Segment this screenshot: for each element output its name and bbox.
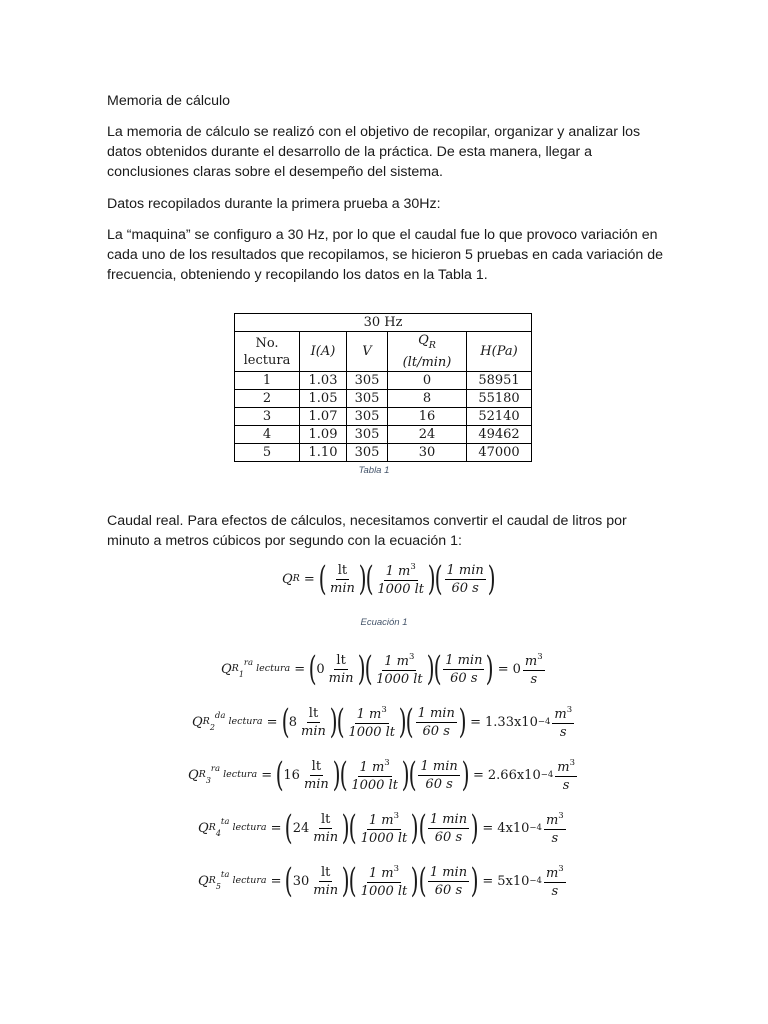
table-row <box>235 444 532 462</box>
table-cell: 24 <box>388 426 467 444</box>
table-cell: 305 <box>347 372 388 390</box>
equation-lectura-2: Q $R_2da$ lectura = ( 8 $\frac{lt}{\min}$ ) ( $\frac{1 m^3}{1000 lt}$ ) ( $\frac{1 \min}{60 s}$ ) = 1.33x10 −4 $\frac{m^3}{s}$ <box>192 702 573 742</box>
table-cell: 49462 <box>467 426 532 444</box>
table-cell: 30 <box>388 444 467 462</box>
data-table <box>234 313 532 462</box>
table-cell: 2 <box>235 390 300 408</box>
table-cell: 305 <box>347 390 388 408</box>
table-row <box>235 408 532 426</box>
equation-lectura-1: Q $R_1ra$ lectura = ( 0 $\frac{lt}{\min}$ ) ( $\frac{1 m^3}{1000 lt}$ ) ( $\frac{1 \min}{60 s}$ ) = 0 $\frac{m^3}{s}$ <box>221 649 543 689</box>
intro-paragraph: La memoria de cálculo se realizó con el objetivo de recopilar, organizar y analizar los datos obtenidos durante el desarrollo de la práctica. De esta manera, llegar a conclusiones claras sobre el desempeño del sistema. <box>107 124 641 180</box>
subheading: Datos recopilados durante la primera prueba a 30Hz: <box>107 196 441 212</box>
table-cell: 1 <box>235 372 300 390</box>
table-cell: 3 <box>235 408 300 426</box>
table-cell: 5 <box>235 444 300 462</box>
table-cell: 58951 <box>467 372 532 390</box>
table-cell: 8 <box>388 390 467 408</box>
table-caption: Tabla 1 <box>358 465 390 476</box>
col-header-voltage: V <box>347 332 388 372</box>
equation-1: Q R = ( $\frac{lt}{\min}$ ) ( $\frac{1 m^3}{1000 lt}$ ) ( $\frac{1 \min}{60 s}$ ) <box>282 559 496 599</box>
table-row <box>235 390 532 408</box>
table-cell: 1.10 <box>300 444 347 462</box>
table-cell: 1.03 <box>300 372 347 390</box>
col-header-lectura: No. lectura <box>235 332 300 372</box>
table-cell: 305 <box>347 408 388 426</box>
description-paragraph: La “maquina” se configuro a 30 Hz, por lo que el caudal fue lo que provoco variación en cada uno de los resultados que recopilamos, se hicieron 5 pruebas en cada variación de frecuencia, obteniendo y recopilando los datos en la Tabla 1. <box>107 227 664 283</box>
table-cell: 16 <box>388 408 467 426</box>
equation-caption: Ecuación 1 <box>360 617 408 628</box>
caudal-paragraph: Caudal real. Para efectos de cálculos, necesitamos convertir el caudal de litros por minuto a metros cúbicos por segundo con la ecuación 1: <box>107 513 627 549</box>
table-cell: 4 <box>235 426 300 444</box>
col-header-flow: $Q_R$ (lt/min) <box>388 332 467 372</box>
table-cell: 305 <box>347 426 388 444</box>
equation-lectura-5: Q $R_5ta$ lectura = ( 30 $\frac{lt}{\min}$ ) ( $\frac{1 m^3}{1000 lt}$ ) ( $\frac{1 \min}{60 s}$ ) = 5x10 −4 $\frac{m^3}{s}$ <box>198 861 564 901</box>
equation-lectura-4: Q $R_4ta$ lectura = ( 24 $\frac{lt}{\min}$ ) ( $\frac{1 m^3}{1000 lt}$ ) ( $\frac{1 \min}{60 s}$ ) = 4x10 −4 $\frac{m^3}{s}$ <box>198 808 564 848</box>
table-cell: 1.07 <box>300 408 347 426</box>
section-heading: Memoria de cálculo <box>107 93 231 109</box>
table-cell: 47000 <box>467 444 532 462</box>
table-cell: 1.09 <box>300 426 347 444</box>
equation-lectura-3: Q $R_3ra$ lectura = ( 16 $\frac{lt}{\min}$ ) ( $\frac{1 m^3}{1000 lt}$ ) ( $\frac{1 \min}{60 s}$ ) = 2.66x10 −4 $\frac{m^3}{s}$ <box>188 755 576 795</box>
table-cell: 55180 <box>467 390 532 408</box>
table-cell: 1.05 <box>300 390 347 408</box>
table-cell: 0 <box>388 372 467 390</box>
col-header-head: H(Pa) <box>467 332 532 372</box>
table-row <box>235 372 532 390</box>
caudal-title: Caudal real. <box>107 513 184 529</box>
table-row <box>235 426 532 444</box>
table-cell: 52140 <box>467 408 532 426</box>
table-cell: 305 <box>347 444 388 462</box>
col-header-current: I(A) <box>300 332 347 372</box>
table-title: 30 Hz <box>235 314 532 332</box>
